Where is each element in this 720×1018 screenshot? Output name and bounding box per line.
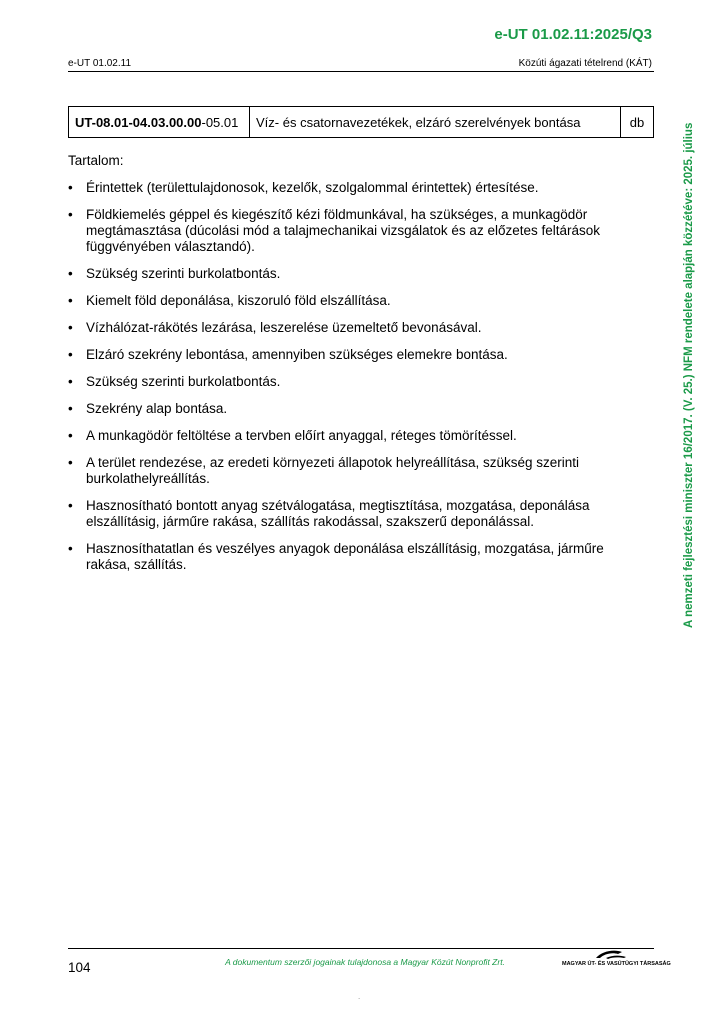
item-code [69,107,250,138]
content-list [68,180,608,584]
bullet-icon: • [68,180,73,195]
list-item [68,401,608,417]
item-table [68,106,654,138]
bullet-icon: • [68,266,73,281]
list-item [68,428,608,444]
bullet-icon: • [68,455,73,470]
header-right: Közúti ágazati tételrend (KÁT) [518,58,652,69]
bullet-icon: • [68,498,73,513]
bottom-mark: . [358,992,361,1001]
list-item-text: Hasznosítható bontott anyag szétválogatása, megtisztítása, mozgatása, deponálása elszállításig, járműre rakása, szállítás rakodással, szakszerű deponálással. [86,498,590,529]
list-item [68,347,608,363]
list-item-text: Érintettek (területtulajdonosok, kezelők, szolgalommal érintettek) értesítése. [86,180,539,195]
header-left: e-UT 01.02.11 [68,58,132,69]
bullet-icon: • [68,374,73,389]
item-code-main: UT-08.01-04.03.00.00 [75,114,202,130]
list-item [68,374,608,390]
list-item-text: A terület rendezése, az eredeti környezeti állapotok helyreállítása, szükség szerinti burkolathelyreállítás. [86,455,580,486]
bullet-icon: • [68,293,73,308]
bullet-icon: • [68,541,73,556]
item-code-suffix: -05.01 [201,114,239,130]
bullet-icon: • [68,428,73,443]
list-item-text: Elzáró szekrény lebontása, amennyiben szükséges elemekre bontása. [86,347,508,362]
item-row [69,107,654,138]
list-item [68,455,608,487]
list-item [68,541,608,573]
list-item [68,320,608,336]
side-note: A nemzeti fejlesztési miniszter 16/2017. (V. 25.) NFM rendelete alapján közzétéve: 2025. július [683,122,695,628]
list-item [68,180,608,196]
copyright-note: A dokumentum szerzői jogainak tulajdonosa a Magyar Közút Nonprofit Zrt. [225,957,505,967]
bullet-icon: • [68,320,73,335]
bullet-icon: • [68,207,73,222]
list-item-text: Vízhálózat-rákötés lezárása, leszerelése üzemeltető bevonásával. [86,320,482,335]
header-rule [68,71,654,72]
company-name: MAGYAR ÚT- ÉS VASÚTÜGYI TÁRSASÁG [562,961,671,967]
list-item-text: Kiemelt föld deponálása, kiszoruló föld elszállítása. [86,293,391,308]
list-item [68,293,608,309]
page-number: 104 [68,960,91,975]
list-item [68,207,608,255]
list-item-text: Szükség szerinti burkolatbontás. [86,374,281,389]
list-item [68,266,608,282]
company-logo-icon [562,948,671,972]
content-label: Tartalom: [68,153,124,168]
list-item-text: A munkagödör feltöltése a tervben előírt anyaggal, réteges tömörítéssel. [86,428,517,443]
list-item-text: Földkiemelés géppel és kiegészítő kézi földmunkával, ha szükséges, a munkagödör megtámasztása (dúcolási mód a talajmechanikai vizsgálatok és az előzetes feltárások függvényében választandó). [86,207,601,254]
item-unit: db [621,107,654,138]
list-item-text: Szükség szerinti burkolatbontás. [86,266,281,281]
list-item-text: Szekrény alap bontása. [86,401,228,416]
bullet-icon: • [68,401,73,416]
list-item-text: Hasznosíthatatlan és veszélyes anyagok deponálása elszállításig, mozgatása, járműre rakása, szállítás. [86,541,604,572]
doc-code: e-UT 01.02.11:2025/Q3 [494,26,652,43]
bullet-icon: • [68,347,73,362]
list-item [68,498,608,530]
item-description: Víz- és csatornavezetékek, elzáró szerelvények bontása [250,107,621,138]
